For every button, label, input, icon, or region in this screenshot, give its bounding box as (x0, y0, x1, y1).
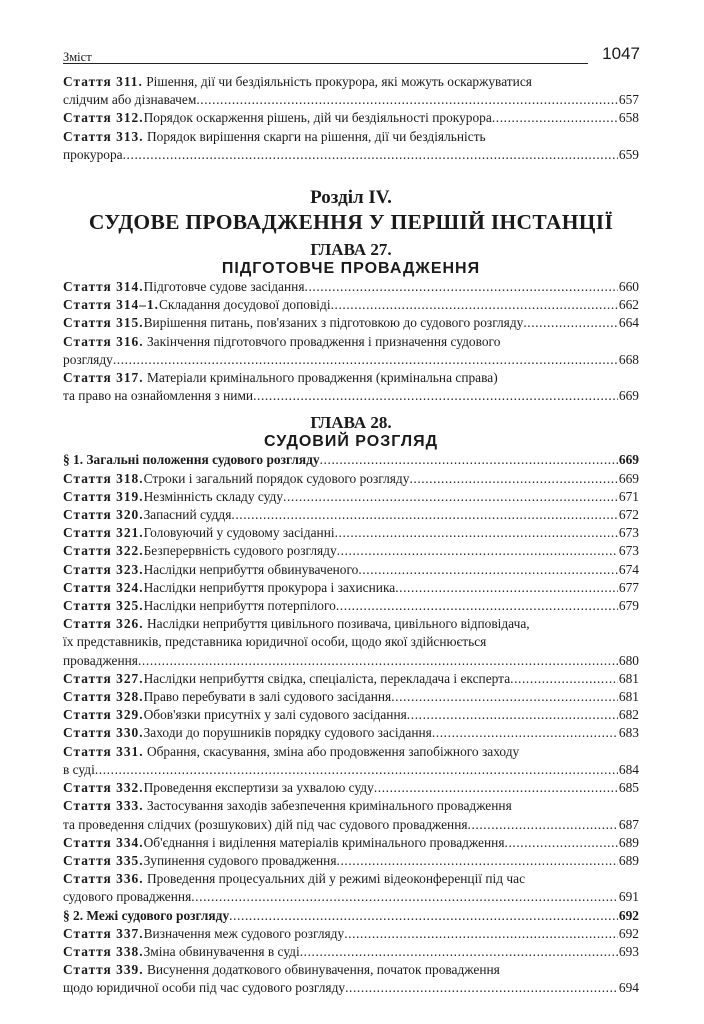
toc-line (63, 524, 639, 542)
article-label: Стаття 314–1. (63, 297, 159, 313)
article-label: Стаття 315. (63, 315, 144, 331)
article-label: Стаття 314. (63, 279, 144, 295)
toc-entry (63, 314, 639, 332)
chapter-27-entries (63, 278, 639, 405)
dot-leader (231, 506, 618, 524)
entry-title-text: Право перебувати в залі судового засідання (143, 689, 392, 705)
toc-line (63, 670, 639, 688)
dot-leader (95, 761, 618, 779)
toc-line (63, 561, 639, 579)
toc-line (63, 579, 639, 597)
section-title: § 2. Межі судового розгляду (63, 907, 230, 923)
dot-leader (305, 278, 618, 296)
dot-leader (337, 852, 618, 870)
dot-leader (391, 688, 618, 706)
toc-line (63, 451, 639, 469)
entry-title-text: щодо юридичної особи під час судового розгляду (63, 980, 346, 996)
toc-entry (63, 506, 639, 524)
dot-leader (300, 943, 618, 961)
article-label: Стаття 321. (63, 525, 144, 541)
article-label: Стаття 327. (63, 670, 144, 686)
article-label: Стаття 316. (63, 333, 144, 349)
toc-entry (63, 615, 639, 670)
toc-page-number: 672 (618, 507, 639, 523)
toc-entry (63, 488, 639, 506)
toc-page-number: 659 (618, 146, 639, 162)
toc-entry (63, 524, 639, 542)
toc-line (63, 816, 639, 834)
entry-title-text: Наслідки неприбуття обвинуваченого (143, 561, 359, 577)
article-label: Стаття 335. (63, 852, 144, 868)
toc-line (63, 369, 639, 387)
toc-page-number: 689 (618, 834, 639, 850)
entry-title-text: Матеріали кримінального провадження (кримінальна справа) (146, 370, 498, 386)
toc-page-number: 687 (618, 816, 639, 832)
article-label: Стаття 324. (63, 579, 144, 595)
toc-page-number: 685 (618, 780, 639, 796)
table-of-contents (63, 73, 639, 998)
entry-title-text: судового провадження (63, 889, 192, 905)
chapter-28-entries (63, 451, 639, 997)
entry-title-text: Наслідки неприбуття потерпілого (143, 598, 336, 614)
entry-title-text: Визначення меж судового розгляду (143, 925, 345, 941)
toc-page-number: 658 (618, 110, 639, 126)
dot-leader (505, 834, 618, 852)
toc-line (63, 333, 639, 351)
article-label: Стаття 333. (63, 798, 144, 814)
toc-line (63, 870, 639, 888)
toc-line (63, 961, 639, 979)
dot-leader (432, 724, 618, 742)
toc-entry (63, 852, 639, 870)
toc-line (63, 724, 639, 742)
article-label: Стаття 326. (63, 616, 144, 632)
entry-title-text: в суді (63, 761, 95, 777)
toc-entry (63, 597, 639, 615)
toc-entry (63, 779, 639, 797)
toc-entry (63, 670, 639, 688)
header-rule (63, 63, 588, 64)
toc-page-number: 693 (618, 943, 639, 959)
entry-title-text: Зміна обвинувачення в суді (143, 943, 300, 959)
dot-leader (336, 597, 618, 615)
entry-title-text: Об'єднання і виділення матеріалів кримінального провадження (143, 834, 505, 850)
toc-entry (63, 73, 639, 109)
toc-page-number: 691 (618, 889, 639, 905)
dot-leader (358, 561, 618, 579)
dot-leader (320, 451, 618, 469)
dot-leader (345, 979, 618, 997)
article-label: Стаття 312. (63, 110, 144, 126)
toc-page-number: 679 (618, 598, 639, 614)
running-header-section: Зміст (63, 50, 92, 64)
article-label: Стаття 318. (63, 470, 144, 486)
toc-line (63, 633, 639, 651)
dot-leader (123, 146, 618, 164)
dot-leader (510, 670, 618, 688)
toc-line (63, 109, 639, 127)
toc-entry (63, 561, 639, 579)
dot-leader (113, 351, 618, 369)
toc-page-number: 677 (618, 579, 639, 595)
toc-line (63, 888, 639, 906)
dot-leader (468, 816, 618, 834)
entry-title-text: провадження (63, 652, 138, 668)
toc-page-number: 692 (618, 925, 639, 941)
entry-title-text: розгляду (63, 351, 113, 367)
entry-title-text: Обрання, скасування, зміна або продовження запобіжного заходу (146, 743, 520, 759)
toc-page-number: 657 (618, 92, 639, 108)
entry-title-text: Обов'язки присутніх у залі судового засідання (143, 707, 407, 723)
page-header (63, 44, 640, 68)
toc-entry (63, 542, 639, 560)
toc-entry (63, 333, 639, 369)
dot-leader (374, 779, 618, 797)
toc-line (63, 91, 639, 109)
toc-entry (63, 128, 639, 164)
toc-page-number: 668 (618, 351, 639, 367)
toc-line (63, 351, 639, 369)
toc-line (63, 834, 639, 852)
toc-entry (63, 706, 639, 724)
part-label: Розділ IV. (310, 187, 392, 209)
toc-page-number: 673 (618, 525, 639, 541)
article-label: Стаття 319. (63, 488, 144, 504)
entry-title-text: Строки і загальний порядок судового розгляду (143, 470, 410, 486)
dot-leader (337, 542, 618, 560)
toc-entry (63, 688, 639, 706)
toc-page-number: 671 (618, 488, 639, 504)
toc-entry (63, 579, 639, 597)
toc-page-number: 689 (618, 852, 639, 868)
entry-title-text: Зупинення судового провадження (143, 852, 337, 868)
entry-title-text: прокурора (63, 146, 123, 162)
toc-page-number: 664 (618, 315, 639, 331)
toc-page-number: 684 (618, 761, 639, 777)
toc-section-entry (63, 907, 639, 925)
toc-page-number: 662 (618, 297, 639, 313)
toc-entry (63, 470, 639, 488)
article-label: Стаття 331. (63, 743, 144, 759)
dot-leader (523, 314, 618, 332)
entry-title-text: Закінчення підготовчого провадження і призначення судового (146, 333, 501, 349)
toc-top-entries (63, 73, 639, 164)
toc-line (63, 278, 639, 296)
toc-page-number: 692 (618, 907, 639, 923)
entry-title-text: Наслідки неприбуття свідка, спеціаліста, перекладача і експерта (143, 670, 511, 686)
dot-leader (407, 706, 618, 724)
toc-page-number: 694 (618, 980, 639, 996)
dot-leader (335, 524, 618, 542)
toc-line (63, 387, 639, 405)
article-label: Стаття 330. (63, 725, 144, 741)
toc-page-number: 673 (618, 543, 639, 559)
toc-page-number: 660 (618, 279, 639, 295)
toc-line (63, 779, 639, 797)
toc-line (63, 470, 639, 488)
entry-title-text: Порядок оскарження рішень, дій чи бездіяльності прокурора (143, 110, 492, 126)
toc-page-number: 683 (618, 725, 639, 741)
toc-entry (63, 109, 639, 127)
entry-title-text: Підготовче судове засідання (143, 279, 305, 295)
dot-leader (492, 109, 618, 127)
toc-page-number: 669 (618, 452, 639, 468)
toc-line (63, 979, 639, 997)
toc-entry (63, 296, 639, 314)
article-label: Стаття 338. (63, 943, 144, 959)
article-label: Стаття 313. (63, 128, 144, 144)
toc-line (63, 146, 639, 164)
toc-line (63, 128, 639, 146)
toc-page-number: 674 (618, 561, 639, 577)
toc-line (63, 925, 639, 943)
toc-line (63, 296, 639, 314)
toc-line (63, 943, 639, 961)
toc-entry (63, 743, 639, 779)
toc-line (63, 615, 639, 633)
toc-line (63, 652, 639, 670)
entry-title-text: Проведення процесуальних дій у режимі відеоконференції під час (146, 871, 526, 887)
article-label: Стаття 339. (63, 962, 144, 978)
toc-entry (63, 369, 639, 405)
entry-title-text: та право на ознайомлення з ними (63, 388, 254, 404)
section-title: § 1. Загальні положення судового розгляду (63, 452, 320, 468)
article-label: Стаття 311. (63, 74, 143, 89)
dot-leader (253, 387, 618, 405)
toc-section-entry (63, 451, 639, 469)
toc-entry (63, 943, 639, 961)
article-label: Стаття 336. (63, 871, 144, 887)
toc-entry (63, 724, 639, 742)
dot-leader (344, 925, 618, 943)
entry-title-text: Порядок вирішення скарги на рішення, дії чи бездіяльність (146, 128, 486, 144)
entry-title-text: Вирішення питань, пов'язаних з підготовкою до судового розгляду (143, 315, 524, 331)
toc-line (63, 743, 639, 761)
article-label: Стаття 320. (63, 507, 144, 523)
toc-line (63, 706, 639, 724)
article-label: Стаття 337. (63, 925, 144, 941)
article-label: Стаття 323. (63, 561, 144, 577)
toc-page-number: 669 (618, 388, 639, 404)
entry-title-text: їх представників, представника юридичної особи, щодо якої здійснюється (63, 634, 487, 650)
article-label: Стаття 328. (63, 689, 144, 705)
entry-title-text: Запасний суддя (143, 507, 232, 523)
toc-entry (63, 870, 639, 906)
toc-entry (63, 961, 639, 997)
toc-line (63, 73, 639, 91)
dot-leader (395, 579, 618, 597)
dot-leader (196, 91, 618, 109)
entry-title-text: Застосування заходів забезпечення кримінального провадження (146, 798, 512, 814)
dot-leader (191, 888, 618, 906)
toc-page-number: 682 (618, 707, 639, 723)
toc-page-number: 681 (618, 670, 639, 686)
toc-line (63, 542, 639, 560)
entry-title-text: Заходи до порушників порядку судового засідання (143, 725, 432, 741)
entry-title-text: та проведення слідчих (розшукових) дій під час судового провадження (63, 816, 468, 832)
toc-line (63, 907, 639, 925)
article-label: Стаття 317. (63, 370, 144, 386)
toc-line (63, 488, 639, 506)
toc-entry (63, 278, 639, 296)
part-title: СУДОВЕ ПРОВАДЖЕННЯ У ПЕРШІЙ ІНСТАНЦІЇ (88, 210, 614, 235)
chapter-27-label: ГЛАВА 27. (310, 240, 392, 260)
toc-entry (63, 925, 639, 943)
entry-title-text: Висунення додаткового обвинувачення, початок провадження (146, 962, 500, 978)
toc-line (63, 314, 639, 332)
toc-line (63, 506, 639, 524)
chapter-27-title: ПІДГОТОВЧЕ ПРОВАДЖЕННЯ (221, 260, 481, 278)
toc-page-number: 669 (618, 470, 639, 486)
toc-line (63, 597, 639, 615)
toc-entry (63, 834, 639, 852)
dot-leader (283, 488, 618, 506)
toc-line (63, 688, 639, 706)
entry-title-text: Складання досудової доповіді (158, 297, 331, 313)
entry-title-text: Рішення, дії чи бездіяльність прокурора, які можуть оскаржуватися (146, 74, 532, 89)
entry-title-text: Наслідки неприбуття прокурора і захисника (143, 579, 396, 595)
chapter-28-title: СУДОВИЙ РОЗГЛЯД (263, 433, 439, 451)
article-label: Стаття 325. (63, 598, 144, 614)
page-number: 1047 (602, 44, 640, 63)
toc-line (63, 797, 639, 815)
entry-title-text: Незмінність складу суду (143, 488, 284, 504)
dot-leader (229, 907, 618, 925)
toc-page-number: 680 (618, 652, 639, 668)
article-label: Стаття 334. (63, 834, 144, 850)
dot-leader (138, 652, 618, 670)
entry-title-text: Головуючий у судовому засіданні (143, 525, 335, 541)
entry-title-text: Проведення експертизи за ухвалою суду (143, 780, 374, 796)
toc-line (63, 852, 639, 870)
chapter-28-label: ГЛАВА 28. (310, 413, 392, 433)
entry-title-text: Наслідки неприбуття цивільного позивача, цивільного відповідача, (146, 616, 530, 632)
entry-title-text: слідчим або дізнавачем (63, 92, 197, 108)
article-label: Стаття 322. (63, 543, 144, 559)
dot-leader (409, 470, 617, 488)
article-label: Стаття 332. (63, 780, 144, 796)
entry-title-text: Безперервність судового розгляду (143, 543, 337, 559)
dot-leader (331, 296, 618, 314)
toc-page-number: 681 (618, 689, 639, 705)
toc-entry (63, 797, 639, 833)
article-label: Стаття 329. (63, 707, 144, 723)
toc-line (63, 761, 639, 779)
